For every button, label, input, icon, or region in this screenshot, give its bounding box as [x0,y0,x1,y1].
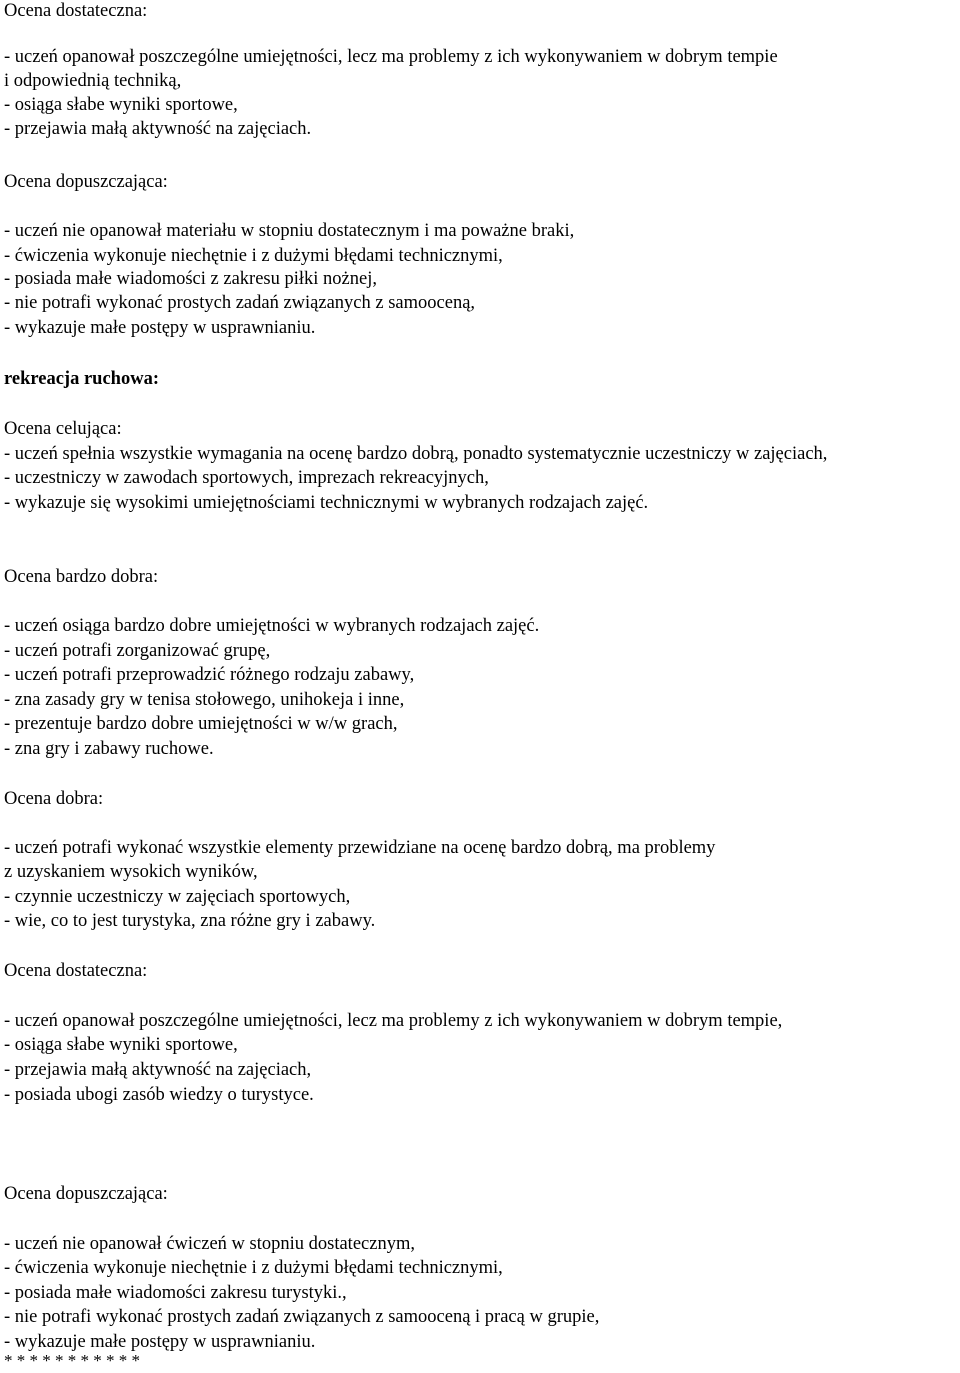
list-item: - wie, co to jest turystyka, zna różne gry i zabawy. [4,911,376,931]
list-item: - uczeń opanował poszczególne umiejętności, lecz ma problemy z ich wykonywaniem w dobrym tempie [4,47,778,67]
heading-ocena-bardzo-dobra: Ocena bardzo dobra: [4,567,159,587]
list-item: - prezentuje bardzo dobre umiejętności w w/w grach, [4,714,398,734]
list-item: - osiąga słabe wyniki sportowe, [4,1035,238,1055]
list-item: - wykazuje małe postępy w usprawnianiu. [4,318,316,338]
section-title-rekreacja-ruchowa: rekreacja ruchowa: [4,369,159,389]
list-item: - zna gry i zabawy ruchowe. [4,739,214,759]
list-item: - posiada małe wiadomości zakresu turystyki., [4,1283,347,1303]
list-item: - uczeń spełnia wszystkie wymagania na ocenę bardzo dobrą, ponadto systematycznie uczestniczy w zajęciach, [4,444,828,464]
list-item: - uczeń nie opanował ćwiczeń w stopniu dostatecznym, [4,1234,415,1254]
list-item: - uczeń potrafi przeprowadzić różnego rodzaju zabawy, [4,665,415,685]
heading-ocena-dobra: Ocena dobra: [4,789,104,809]
heading-ocena-dostateczna: Ocena dostateczna: [4,1,148,21]
list-item: - uczeń nie opanował materiału w stopniu dostatecznym i ma poważne braki, [4,221,575,241]
list-item: - ćwiczenia wykonuje niechętnie i z dużymi błędami technicznymi, [4,1258,503,1278]
list-item: - wykazuje małe postępy w usprawnianiu. [4,1332,316,1352]
list-item: - uczeń potrafi wykonać wszystkie elementy przewidziane na ocenę bardzo dobrą, ma problemy [4,838,716,858]
heading-ocena-celujaca: Ocena celująca: [4,419,122,439]
list-item: - osiąga słabe wyniki sportowe, [4,95,238,115]
list-item: - wykazuje się wysokimi umiejętnościami technicznymi w wybranych rodzajach zajęć. [4,493,649,513]
list-item: z uzyskaniem wysokich wyników, [4,862,258,882]
separator-stars: * * * * * * * * * * * [4,1351,140,1370]
list-item: - uczeń potrafi zorganizować grupę, [4,641,271,661]
list-item: - przejawia małą aktywność na zajęciach. [4,119,312,139]
list-item: - uczeń opanował poszczególne umiejętności, lecz ma problemy z ich wykonywaniem w dobrym tempie, [4,1011,783,1031]
list-item: - nie potrafi wykonać prostych zadań związanych z samooceną, [4,293,476,313]
heading-ocena-dopuszczajaca: Ocena dopuszczająca: [4,172,168,192]
list-item: - czynnie uczestniczy w zajęciach sportowych, [4,887,351,907]
list-item: - nie potrafi wykonać prostych zadań związanych z samooceną i pracą w grupie, [4,1307,600,1327]
list-item: - uczestniczy w zawodach sportowych, imprezach rekreacyjnych, [4,468,489,488]
list-item: - przejawia małą aktywność na zajęciach, [4,1060,312,1080]
list-item: - ćwiczenia wykonuje niechętnie i z dużymi błędami technicznymi, [4,246,503,266]
list-item: - posiada małe wiadomości z zakresu piłki nożnej, [4,269,377,289]
heading-ocena-dostateczna: Ocena dostateczna: [4,961,148,981]
heading-ocena-dopuszczajaca: Ocena dopuszczająca: [4,1184,168,1204]
list-item: - posiada ubogi zasób wiedzy o turystyce. [4,1085,314,1105]
list-item: - zna zasady gry w tenisa stołowego, unihokeja i inne, [4,690,405,710]
list-item: i odpowiednią techniką, [4,71,182,91]
list-item: - uczeń osiąga bardzo dobre umiejętności w wybranych rodzajach zajęć. [4,616,540,636]
